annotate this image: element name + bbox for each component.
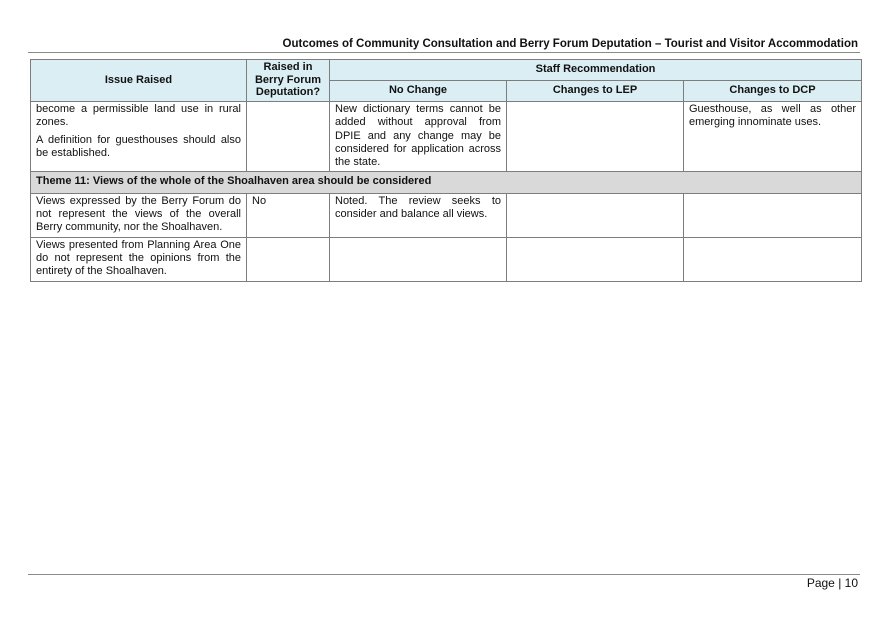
- column-header-no-change: No Change: [330, 81, 507, 102]
- outcomes-table: [30, 59, 862, 282]
- theme-row: [31, 172, 862, 193]
- raised-cell-continued: [247, 237, 330, 281]
- column-header-staff-recommendation: Staff Recommendation: [330, 60, 862, 81]
- changes-lep-cell-continued: [507, 237, 684, 281]
- document-header-title: Outcomes of Community Consultation and Berry Forum Deputation – Tourist and Visitor Accommodation: [282, 38, 858, 50]
- issue-paragraph: become a permissible land use in rural zones.: [36, 103, 241, 129]
- changes-dcp-cell: [684, 193, 862, 237]
- changes-dcp-cell: Guesthouse, as well as other emerging innominate uses.: [684, 102, 862, 172]
- table-row: [31, 193, 862, 237]
- issue-cell: Views presented from Planning Area One do not represent the opinions from the entirety of the Shoalhaven.: [31, 237, 247, 281]
- column-header-raised-in-forum: Raised in Berry Forum Deputation?: [247, 60, 330, 102]
- issue-cell: [31, 102, 247, 172]
- header-divider: [28, 52, 860, 53]
- column-header-changes-to-lep: Changes to LEP: [507, 81, 684, 102]
- changes-dcp-cell-continued: [684, 237, 862, 281]
- footer-divider: [28, 574, 860, 575]
- changes-lep-cell: [507, 193, 684, 237]
- no-change-cell: Noted. The review seeks to consider and balance all views.: [330, 193, 507, 237]
- no-change-cell-continued: [330, 237, 507, 281]
- table-row: [31, 102, 862, 172]
- issue-cell: Views expressed by the Berry Forum do not represent the views of the overall Berry community, nor the Shoalhaven.: [31, 193, 247, 237]
- theme-heading: Theme 11: Views of the whole of the Shoalhaven area should be considered: [31, 172, 862, 193]
- table-row: [31, 237, 862, 281]
- page-number: Page | 10: [806, 576, 858, 590]
- column-header-changes-to-dcp: Changes to DCP: [684, 81, 862, 102]
- no-change-cell: New dictionary terms cannot be added without approval from DPIE and any change may be considered for application across the state.: [330, 102, 507, 172]
- column-header-issue-raised: Issue Raised: [31, 60, 247, 102]
- raised-cell: [247, 102, 330, 172]
- raised-cell: No: [247, 193, 330, 237]
- issue-paragraph: A definition for guesthouses should also be established.: [36, 133, 241, 159]
- changes-lep-cell: [507, 102, 684, 172]
